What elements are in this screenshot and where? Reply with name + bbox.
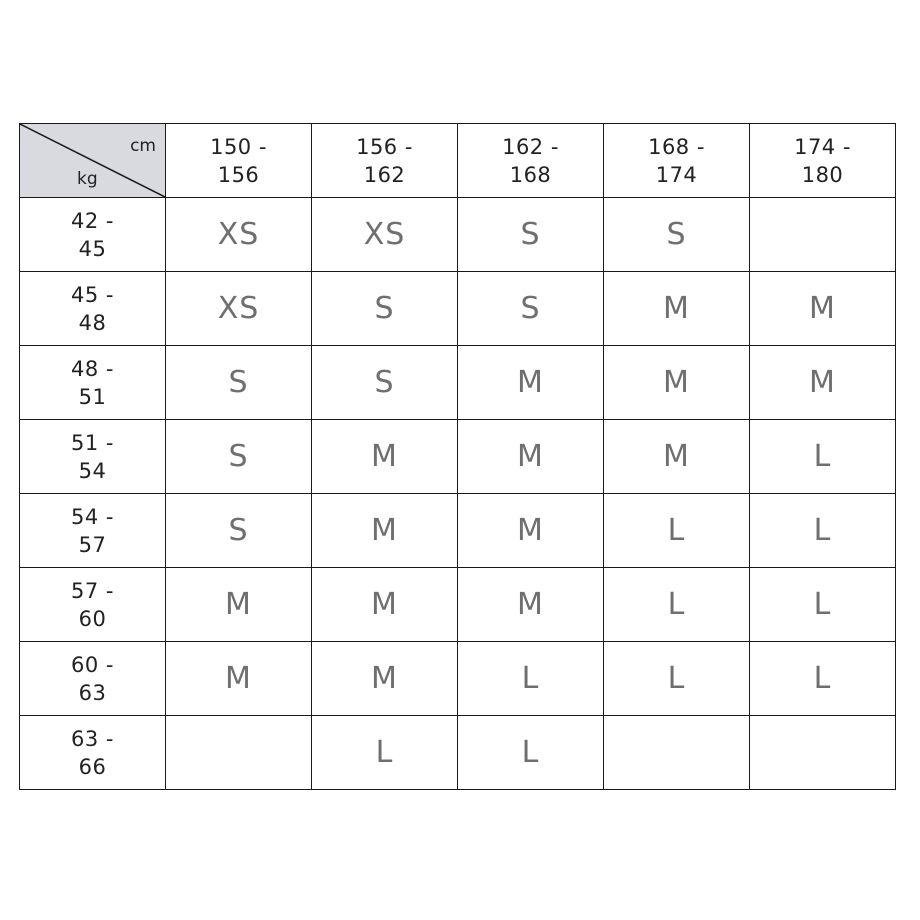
height-header [458,124,604,198]
size-value: S [228,365,249,400]
size-cell [750,272,896,346]
size-value: M [809,291,836,326]
size-cell [312,642,458,716]
size-cell [750,494,896,568]
size-value: M [663,439,690,474]
weight-header [20,568,166,642]
table-row [20,494,896,568]
size-value: L [521,661,540,696]
size-cell [750,568,896,642]
size-value: XS [363,217,406,252]
size-cell [312,272,458,346]
size-cell [604,346,750,420]
size-cell [458,420,604,494]
size-cell [604,716,750,790]
weight-header [20,272,166,346]
size-cell [604,420,750,494]
size-value: M [663,291,690,326]
size-cell [312,420,458,494]
corner-cell [20,124,166,198]
size-value: M [225,661,252,696]
size-cell [166,642,312,716]
size-cell [604,642,750,716]
size-value: M [225,587,252,622]
weight-range: 51 - 54 [71,430,114,483]
size-value: S [520,217,541,252]
height-header [604,124,750,198]
size-cell [166,568,312,642]
size-cell [604,568,750,642]
size-value: L [813,513,832,548]
size-cell [166,346,312,420]
size-value: S [228,439,249,474]
height-range: 150 - 156 [210,134,267,187]
size-value: M [371,513,398,548]
size-cell [604,198,750,272]
weight-range: 45 - 48 [71,282,114,335]
size-cell [458,568,604,642]
size-cell [312,494,458,568]
size-chart-table [19,123,896,790]
size-value: M [371,587,398,622]
table-row [20,568,896,642]
size-value: L [375,735,394,770]
size-cell [750,642,896,716]
weight-header [20,642,166,716]
size-value: L [813,661,832,696]
size-value: M [663,365,690,400]
size-cell [604,272,750,346]
height-range: 156 - 162 [356,134,413,187]
size-value: L [813,439,832,474]
size-value: M [809,365,836,400]
weight-range: 42 - 45 [71,208,114,261]
weight-range: 48 - 51 [71,356,114,409]
table-row [20,198,896,272]
weight-header [20,346,166,420]
size-value: S [666,217,687,252]
weight-range: 54 - 57 [71,504,114,557]
weight-unit-label: kg [77,169,98,189]
size-value: M [371,439,398,474]
size-value: M [517,365,544,400]
size-value: S [228,513,249,548]
weight-header [20,494,166,568]
size-cell [750,198,896,272]
size-cell [458,346,604,420]
size-value: M [517,439,544,474]
weight-range: 63 - 66 [71,726,114,779]
size-cell [458,642,604,716]
size-cell [458,272,604,346]
size-value: S [374,365,395,400]
size-value: L [667,587,686,622]
table-row [20,420,896,494]
size-cell [458,198,604,272]
weight-header [20,198,166,272]
size-cell [312,198,458,272]
size-value: L [813,587,832,622]
weight-header [20,420,166,494]
table-row [20,716,896,790]
size-cell [312,716,458,790]
height-range: 174 - 180 [794,134,851,187]
size-cell [458,716,604,790]
size-value: L [667,661,686,696]
size-cell [166,272,312,346]
size-value: XS [217,291,260,326]
table-row [20,642,896,716]
size-cell [604,494,750,568]
height-header [750,124,896,198]
size-cell [312,346,458,420]
size-cell [166,420,312,494]
header-row [20,124,896,198]
size-cell [166,198,312,272]
size-cell [166,716,312,790]
size-cell [312,568,458,642]
height-header [166,124,312,198]
height-range: 162 - 168 [502,134,559,187]
size-value: L [521,735,540,770]
size-value: S [520,291,541,326]
size-value: M [371,661,398,696]
table-row [20,272,896,346]
weight-header [20,716,166,790]
weight-range: 57 - 60 [71,578,114,631]
table-row [20,346,896,420]
size-value: S [374,291,395,326]
size-cell [750,716,896,790]
size-value: XS [217,217,260,252]
size-cell [750,346,896,420]
size-cell [750,420,896,494]
size-cell [166,494,312,568]
size-cell [458,494,604,568]
size-value: M [517,587,544,622]
size-value: L [667,513,686,548]
height-unit-label: cm [130,136,156,156]
size-value: M [517,513,544,548]
height-header [312,124,458,198]
weight-range: 60 - 63 [71,652,114,705]
height-range: 168 - 174 [648,134,705,187]
